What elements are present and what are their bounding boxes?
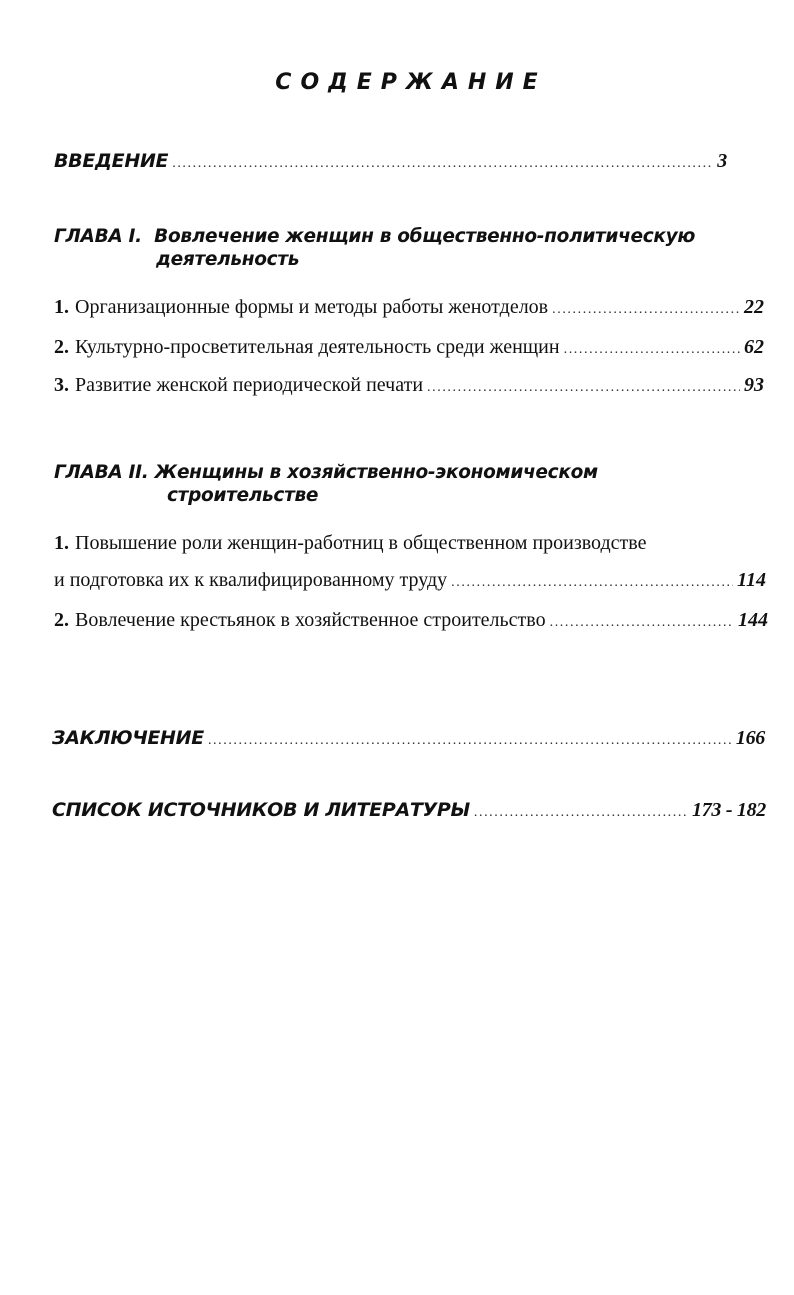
chapter-2-heading xyxy=(54,461,598,507)
chapter-1-heading xyxy=(54,225,695,271)
section-title: Развитие женской периодической печати xyxy=(75,374,424,396)
page-title: СОДЕРЖАНИЕ xyxy=(275,70,547,95)
leader-dots xyxy=(550,615,734,631)
page-number: 62 xyxy=(744,336,764,358)
section-number: 3. xyxy=(54,374,69,396)
leader-dots xyxy=(474,805,688,821)
toc-entry-label: ВВЕДЕНИЕ xyxy=(54,150,169,172)
toc-entry-ch1-s3[interactable] xyxy=(54,374,764,397)
chapter-1-title-line2: деятельность xyxy=(156,249,300,270)
chapter-1-title-line1: Вовлечение женщин в общественно-политическую xyxy=(154,226,696,247)
toc-entry-sources[interactable] xyxy=(52,799,766,822)
page-number: 22 xyxy=(744,296,764,318)
chapter-2-label: ГЛАВА II. xyxy=(54,462,149,483)
leader-dots xyxy=(552,302,740,318)
leader-dots xyxy=(208,733,732,749)
chapter-2-title-line1: Женщины в хозяйственно-экономическом xyxy=(154,462,598,483)
page-number: 166 xyxy=(735,727,765,749)
toc-entry-ch2-s1-line2[interactable] xyxy=(54,569,766,592)
leader-dots xyxy=(172,156,713,172)
toc-entry-ch1-s2[interactable] xyxy=(54,336,764,359)
section-number: 1. xyxy=(54,532,69,554)
chapter-2-title-line2: строительстве xyxy=(167,485,319,506)
page-number: 144 xyxy=(738,609,768,631)
page-number: 93 xyxy=(744,374,764,396)
toc-entry-intro[interactable] xyxy=(54,150,727,173)
toc-entry-label: СПИСОК ИСТОЧНИКОВ И ЛИТЕРАТУРЫ xyxy=(52,799,470,821)
section-title-continued: и подготовка их к квалифицированному труду xyxy=(54,569,448,591)
leader-dots xyxy=(451,575,733,591)
chapter-1-label: ГЛАВА I. xyxy=(54,226,142,247)
page-number: 114 xyxy=(737,569,766,591)
page-number: 173 - 182 xyxy=(692,799,766,821)
toc-entry-ch2-s1-line1[interactable] xyxy=(54,532,646,555)
toc-entry-ch2-s2[interactable] xyxy=(54,609,768,632)
leader-dots xyxy=(564,342,740,358)
leader-dots xyxy=(427,380,740,396)
section-number: 2. xyxy=(54,609,69,631)
section-title: Вовлечение крестьянок в хозяйственное строительство xyxy=(75,609,546,631)
section-title: Культурно-просветительная деятельность среди женщин xyxy=(75,336,560,358)
section-number: 1. xyxy=(54,296,69,318)
toc-entry-ch1-s1[interactable] xyxy=(54,296,764,319)
section-number: 2. xyxy=(54,336,69,358)
section-title: Повышение роли женщин-работниц в общественном производстве xyxy=(75,532,647,554)
section-title: Организационные формы и методы работы женотделов xyxy=(75,296,549,318)
toc-entry-label: ЗАКЛЮЧЕНИЕ xyxy=(52,727,204,749)
toc-entry-conclusion[interactable] xyxy=(52,727,765,750)
page-number: 3 xyxy=(717,150,727,172)
